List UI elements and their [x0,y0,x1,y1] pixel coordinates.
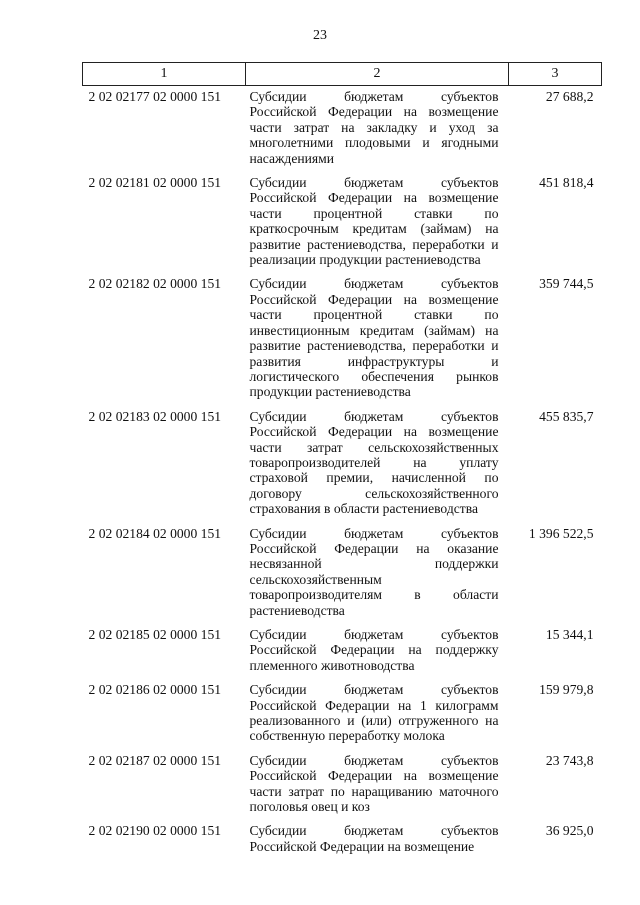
budget-description: Субсидии бюджетам субъектов Российской Федерации на оказание несвязанной поддержки сельскохозяйственным товаропроизводителям в области растениеводства [249,525,499,618]
budget-amount: 359 744,5 [539,276,594,292]
page-number: 23 [313,28,327,43]
table-row [83,275,602,407]
budget-amount: 159 979,8 [539,682,594,698]
budget-code: 2 02 02181 02 0000 151 [88,175,222,191]
table-header-row [83,63,602,86]
budget-description: Субсидии бюджетам субъектов Российской Федерации на поддержку племенного животноводства [249,627,499,673]
budget-amount: 15 344,1 [545,627,594,642]
budget-amount: 36 925,0 [545,823,594,839]
budget-code: 2 02 02182 02 0000 151 [88,276,222,292]
budget-code: 2 02 02183 02 0000 151 [88,408,222,424]
budget-description: Субсидии бюджетам субъектов Российской Федерации на 1 килограмм реализованного и (или) отгруженного на собственную переработку молока [249,682,499,744]
budget-amount: 1 396 522,5 [528,525,594,541]
table-row [83,525,602,626]
table-row [83,174,602,275]
budget-amount: 455 835,7 [539,408,594,424]
column-header-description: 2 [246,63,509,86]
budget-code: 2 02 02177 02 0000 151 [88,89,222,104]
budget-description: Субсидии бюджетам субъектов Российской Федерации на возмещение части затрат сельскохозяйственных товаропроизводителей на уплату страховой премии, начисленной по договору сельскохозяйственного страхования в области растениеводства [249,408,499,517]
table-row [83,681,602,752]
table-row [83,408,602,525]
budget-description: Субсидии бюджетам субъектов Российской Федерации на возмещение части затрат по наращиванию маточного поголовья овец и коз [249,752,499,815]
budget-amount: 451 818,4 [539,175,594,191]
table-row [83,626,602,681]
table-row [83,752,602,823]
budget-code: 2 02 02184 02 0000 151 [88,525,222,541]
budget-description: Субсидии бюджетам субъектов Российской Федерации на возмещение части процентной ставки по краткосрочным кредитам (займам) на развитие растениеводства, переработки и реализации продукции растениеводства [249,175,499,268]
table-row [83,86,602,175]
budget-description: Субсидии бюджетам субъектов Российской Федерации на возмещение части процентной ставки по инвестиционным кредитам (займам) на развитие растениеводства, переработки и развития инфраструктуры и логистического обеспечения рынков продукции растениеводства [249,276,499,400]
budget-amount: 27 688,2 [545,89,594,104]
column-header-amount: 3 [509,63,602,86]
budget-code: 2 02 02187 02 0000 151 [88,752,222,768]
budget-code: 2 02 02186 02 0000 151 [88,682,222,698]
table-row [83,822,602,862]
budget-description: Субсидии бюджетам субъектов Российской Федерации на возмещение части затрат на закладку и уход за многолетними плодовыми и ягодными насаждениями [249,89,499,166]
budget-table [82,62,602,862]
budget-code: 2 02 02190 02 0000 151 [88,823,222,839]
budget-code: 2 02 02185 02 0000 151 [88,627,222,642]
budget-amount: 23 743,8 [545,752,594,768]
column-header-code: 1 [83,63,246,86]
budget-description: Субсидии бюджетам субъектов Российской Федерации на возмещение [249,823,499,854]
